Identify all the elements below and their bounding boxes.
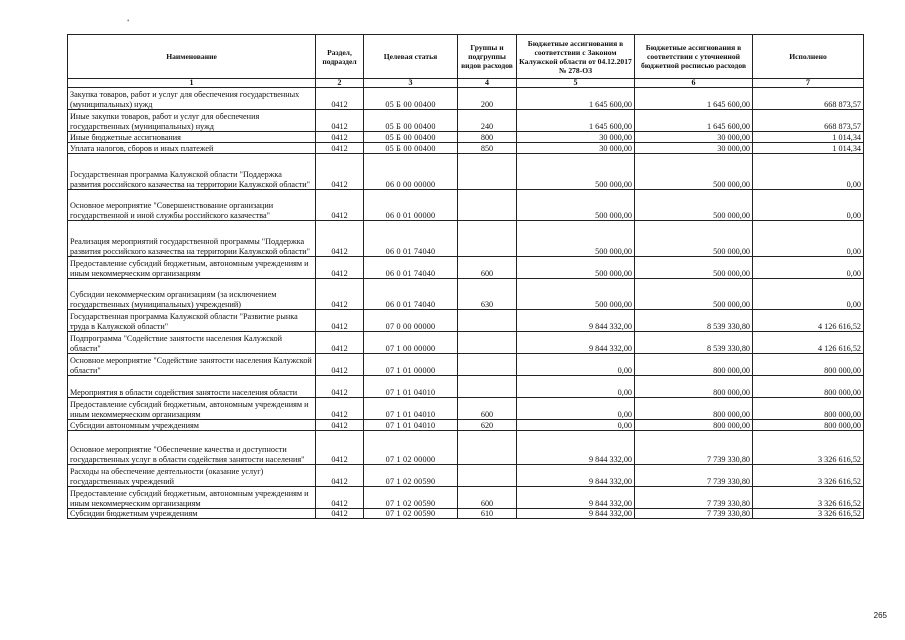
row-executed: 0,00 (753, 154, 864, 190)
row-revised-allocation: 7 739 330,80 (635, 487, 753, 509)
row-revised-allocation: 500 000,00 (635, 257, 753, 279)
table-header-row (68, 35, 864, 79)
row-target-article: 07 1 01 04010 (364, 398, 458, 420)
row-executed: 668 873,57 (753, 110, 864, 132)
row-executed: 1 014,34 (753, 143, 864, 154)
row-section: 0412 (316, 143, 364, 154)
row-law-allocation: 0,00 (517, 420, 635, 431)
page-number: 265 (873, 611, 887, 620)
row-name: Закупка товаров, работ и услуг для обеспечения государственных (муниципальных) нужд (68, 88, 316, 110)
row-expense-group: 600 (458, 398, 517, 420)
row-law-allocation: 0,00 (517, 376, 635, 398)
table-row (68, 279, 864, 310)
row-law-allocation: 1 645 600,00 (517, 110, 635, 132)
row-revised-allocation: 1 645 600,00 (635, 110, 753, 132)
row-revised-allocation: 7 739 330,80 (635, 465, 753, 487)
row-name: Расходы на обеспечение деятельности (оказание услуг) государственных учреждений (68, 465, 316, 487)
row-revised-allocation: 800 000,00 (635, 398, 753, 420)
table-row (68, 132, 864, 143)
row-revised-allocation: 8 539 330,80 (635, 332, 753, 354)
header-executed: Исполнено (753, 35, 864, 79)
row-section: 0412 (316, 221, 364, 257)
table-row (68, 509, 864, 519)
row-executed: 3 326 616,52 (753, 431, 864, 465)
row-name: Реализация мероприятий государственной программы "Поддержка развития российского казачества на территории Калужской области" (68, 221, 316, 257)
table-row (68, 221, 864, 257)
row-executed: 668 873,57 (753, 88, 864, 110)
row-name: Предоставление субсидий бюджетным, автономным учреждениям и иным некоммерческим организациям (68, 257, 316, 279)
row-target-article: 07 1 02 00590 (364, 509, 458, 519)
row-section: 0412 (316, 354, 364, 376)
row-name: Основное мероприятие "Совершенствование организации государственной и иной службы российского казачества" (68, 190, 316, 221)
header-expense-group: Группы и подгруппы видов расходов (458, 35, 517, 79)
row-executed: 800 000,00 (753, 420, 864, 431)
row-section: 0412 (316, 487, 364, 509)
row-law-allocation: 30 000,00 (517, 132, 635, 143)
budget-table (67, 34, 864, 519)
row-section: 0412 (316, 110, 364, 132)
row-law-allocation: 500 000,00 (517, 154, 635, 190)
row-name: Иные бюджетные ассигнования (68, 132, 316, 143)
row-name: Иные закупки товаров, работ и услуг для обеспечения государственных (муниципальных) нужд (68, 110, 316, 132)
row-expense-group: 850 (458, 143, 517, 154)
row-law-allocation: 9 844 332,00 (517, 487, 635, 509)
table-row (68, 257, 864, 279)
row-executed: 4 126 616,52 (753, 332, 864, 354)
row-revised-allocation: 500 000,00 (635, 279, 753, 310)
row-name: Предоставление субсидий бюджетным, автономным учреждениям и иным некоммерческим организациям (68, 398, 316, 420)
row-section: 0412 (316, 88, 364, 110)
row-name: Основное мероприятие "Обеспечение качества и доступности государственных услуг в области содействия занятости населения" (68, 431, 316, 465)
scan-mark: • (127, 17, 130, 25)
row-revised-allocation: 7 739 330,80 (635, 431, 753, 465)
row-target-article: 07 1 01 04010 (364, 420, 458, 431)
row-law-allocation: 0,00 (517, 398, 635, 420)
row-target-article: 07 1 01 00000 (364, 354, 458, 376)
row-law-allocation: 9 844 332,00 (517, 509, 635, 519)
header-section: Раздел, подраздел (316, 35, 364, 79)
header-target-article: Целевая статья (364, 35, 458, 79)
row-executed: 0,00 (753, 279, 864, 310)
row-expense-group (458, 154, 517, 190)
row-expense-group: 630 (458, 279, 517, 310)
row-section: 0412 (316, 257, 364, 279)
row-revised-allocation: 1 645 600,00 (635, 88, 753, 110)
row-name: Мероприятия в области содействия занятости населения области (68, 376, 316, 398)
column-number-row (68, 79, 864, 88)
row-executed: 4 126 616,52 (753, 310, 864, 332)
row-target-article: 07 1 01 04010 (364, 376, 458, 398)
row-executed: 3 326 616,52 (753, 487, 864, 509)
row-revised-allocation: 500 000,00 (635, 190, 753, 221)
row-expense-group: 620 (458, 420, 517, 431)
header-law-allocations: Бюджетные ассигнования в соответствии с Законом Калужской области от 04.12.2017 № 278-ОЗ (517, 35, 635, 79)
row-revised-allocation: 8 539 330,80 (635, 310, 753, 332)
table-row (68, 420, 864, 431)
row-law-allocation: 500 000,00 (517, 221, 635, 257)
table-row (68, 143, 864, 154)
column-number: 7 (753, 79, 864, 88)
row-target-article: 07 1 00 00000 (364, 332, 458, 354)
row-expense-group: 600 (458, 257, 517, 279)
row-law-allocation: 500 000,00 (517, 257, 635, 279)
row-revised-allocation: 30 000,00 (635, 132, 753, 143)
table-row (68, 332, 864, 354)
row-name: Субсидии бюджетным учреждениям (68, 509, 316, 519)
row-section: 0412 (316, 509, 364, 519)
row-executed: 0,00 (753, 257, 864, 279)
row-expense-group (458, 376, 517, 398)
row-law-allocation: 9 844 332,00 (517, 431, 635, 465)
row-law-allocation: 500 000,00 (517, 190, 635, 221)
row-name: Субсидии автономным учреждениям (68, 420, 316, 431)
row-name: Подпрограмма "Содействие занятости населения Калужской области" (68, 332, 316, 354)
row-law-allocation: 500 000,00 (517, 279, 635, 310)
row-law-allocation: 30 000,00 (517, 143, 635, 154)
table-row (68, 154, 864, 190)
row-target-article: 07 0 00 00000 (364, 310, 458, 332)
row-section: 0412 (316, 465, 364, 487)
table-row (68, 190, 864, 221)
row-target-article: 07 1 02 00000 (364, 431, 458, 465)
row-target-article: 07 1 02 00590 (364, 465, 458, 487)
row-expense-group (458, 431, 517, 465)
row-law-allocation: 1 645 600,00 (517, 88, 635, 110)
row-name: Субсидии некоммерческим организациям (за исключением государственных (муниципальных) учреждений) (68, 279, 316, 310)
row-revised-allocation: 500 000,00 (635, 154, 753, 190)
header-name: Наименование (68, 35, 316, 79)
row-expense-group: 800 (458, 132, 517, 143)
row-revised-allocation: 30 000,00 (635, 143, 753, 154)
row-target-article: 05 Б 00 00400 (364, 132, 458, 143)
row-name: Государственная программа Калужской области "Поддержка развития российского казачества на территории Калужской области" (68, 154, 316, 190)
row-law-allocation: 9 844 332,00 (517, 310, 635, 332)
column-number: 6 (635, 79, 753, 88)
row-target-article: 06 0 01 74040 (364, 221, 458, 257)
row-target-article: 06 0 01 74040 (364, 279, 458, 310)
row-expense-group (458, 190, 517, 221)
row-executed: 3 326 616,52 (753, 509, 864, 519)
row-expense-group (458, 354, 517, 376)
row-executed: 800 000,00 (753, 354, 864, 376)
row-target-article: 05 Б 00 00400 (364, 88, 458, 110)
row-target-article: 07 1 02 00590 (364, 487, 458, 509)
row-target-article: 06 0 01 00000 (364, 190, 458, 221)
row-expense-group (458, 221, 517, 257)
row-section: 0412 (316, 310, 364, 332)
row-law-allocation: 9 844 332,00 (517, 332, 635, 354)
column-number: 3 (364, 79, 458, 88)
row-target-article: 05 Б 00 00400 (364, 110, 458, 132)
row-law-allocation: 0,00 (517, 354, 635, 376)
row-section: 0412 (316, 398, 364, 420)
table-row (68, 310, 864, 332)
header-revised-allocations: Бюджетные ассигнования в соответствии с уточненной бюджетной росписью расходов (635, 35, 753, 79)
table-row (68, 487, 864, 509)
row-revised-allocation: 800 000,00 (635, 354, 753, 376)
row-name: Уплата налогов, сборов и иных платежей (68, 143, 316, 154)
row-revised-allocation: 800 000,00 (635, 376, 753, 398)
row-target-article: 05 Б 00 00400 (364, 143, 458, 154)
table-row (68, 88, 864, 110)
row-target-article: 06 0 00 00000 (364, 154, 458, 190)
row-section: 0412 (316, 431, 364, 465)
row-executed: 0,00 (753, 190, 864, 221)
row-section: 0412 (316, 132, 364, 143)
row-executed: 1 014,34 (753, 132, 864, 143)
row-expense-group: 600 (458, 487, 517, 509)
row-expense-group: 200 (458, 88, 517, 110)
table-row (68, 354, 864, 376)
row-executed: 3 326 616,52 (753, 465, 864, 487)
column-number: 4 (458, 79, 517, 88)
row-name: Основное мероприятие "Содействие занятости населения Калужской области" (68, 354, 316, 376)
row-expense-group (458, 310, 517, 332)
row-revised-allocation: 500 000,00 (635, 221, 753, 257)
row-section: 0412 (316, 332, 364, 354)
table-row (68, 376, 864, 398)
row-revised-allocation: 7 739 330,80 (635, 509, 753, 519)
row-executed: 0,00 (753, 221, 864, 257)
table-body (68, 88, 864, 519)
row-executed: 800 000,00 (753, 398, 864, 420)
column-number: 1 (68, 79, 316, 88)
row-section: 0412 (316, 420, 364, 431)
row-expense-group: 610 (458, 509, 517, 519)
row-revised-allocation: 800 000,00 (635, 420, 753, 431)
row-section: 0412 (316, 279, 364, 310)
row-executed: 800 000,00 (753, 376, 864, 398)
row-section: 0412 (316, 190, 364, 221)
column-number: 5 (517, 79, 635, 88)
row-target-article: 06 0 01 74040 (364, 257, 458, 279)
row-section: 0412 (316, 154, 364, 190)
column-number: 2 (316, 79, 364, 88)
row-name: Предоставление субсидий бюджетным, автономным учреждениям и иным некоммерческим организациям (68, 487, 316, 509)
row-expense-group: 240 (458, 110, 517, 132)
table-row (68, 110, 864, 132)
row-section: 0412 (316, 376, 364, 398)
row-expense-group (458, 465, 517, 487)
row-law-allocation: 9 844 332,00 (517, 465, 635, 487)
row-name: Государственная программа Калужской области "Развитие рынка труда в Калужской области" (68, 310, 316, 332)
row-expense-group (458, 332, 517, 354)
table-row (68, 398, 864, 420)
table-row (68, 465, 864, 487)
table-row (68, 431, 864, 465)
